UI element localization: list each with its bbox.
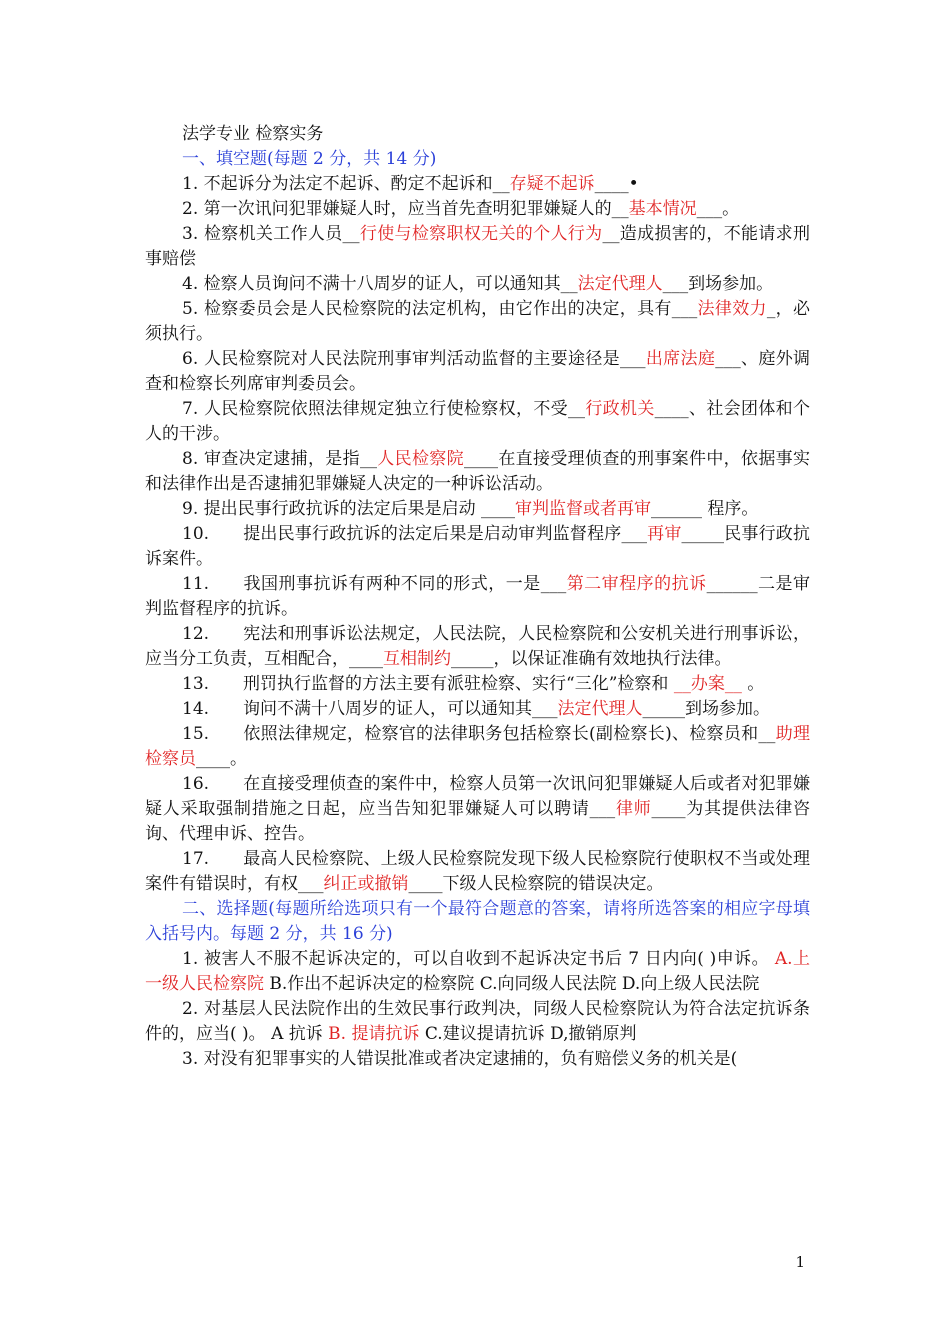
question-text-tail: __造成损害的，不能请求刑事赔偿 xyxy=(145,224,811,269)
fill-question xyxy=(145,697,810,722)
question-text-tail: ____、社会团体和个人的干涉。 xyxy=(145,399,811,444)
answer-text: 法定代理人 xyxy=(577,274,663,294)
question-text: 8. 审查决定逮捕，是指__ xyxy=(182,449,377,469)
fill-question xyxy=(145,772,810,847)
choice-question xyxy=(145,1047,810,1072)
question-text-tail: ______ 程序。 xyxy=(651,499,759,519)
answer-text: 行使与检察职权无关的个人行为 xyxy=(359,224,603,244)
question-text: 2. 对基层人民法院作出的生效民事行政判决，同级人民检察院认为符合法定抗诉条件的，应当( )。 A 抗诉 xyxy=(145,999,810,1044)
question-text: 12. 宪法和刑事诉讼法规定，人民法院，人民检察院和公安机关进行刑事诉讼，应当分工负责，互相配合，____ xyxy=(145,624,810,669)
question-text-tail: ____。 xyxy=(196,749,247,769)
fill-question xyxy=(145,397,810,447)
fill-question xyxy=(145,172,810,197)
question-text-tail: ___。 xyxy=(696,199,740,219)
fill-question xyxy=(145,572,810,622)
question-text-tail: _____到场参加。 xyxy=(642,699,771,719)
document-title: 法学专业 检察实务 xyxy=(182,124,324,144)
fill-question xyxy=(145,672,810,697)
section-2-heading: 二、选择题(每题所给选项只有一个最符合题意的答案，请将所选答案的相应字母填入括号内。每题 2 分，共 16 分) xyxy=(145,899,810,944)
question-text-tail: _____民事行政抗诉案件。 xyxy=(145,524,810,569)
question-text: 13. 刑罚执行监督的方法主要有派驻检察、实行“三化”检察和 xyxy=(182,674,674,694)
answer-text: 法律效力 xyxy=(697,299,767,319)
answer-text: A.上一级人民检察院 xyxy=(145,949,810,994)
answer-text: __办案__ xyxy=(673,674,742,694)
question-text: 7. 人民检察院依照法律规定独立行使检察权，不受__ xyxy=(182,399,585,419)
question-text: 6. 人民检察院对人民法院刑事审判活动监督的主要途径是___ xyxy=(182,349,646,369)
fill-question xyxy=(145,297,810,347)
answer-text: 存疑不起诉 xyxy=(509,174,595,194)
answer-text: 再审 xyxy=(646,524,682,544)
answer-text: 互相制约 xyxy=(383,649,451,669)
question-text: 10. 提出民事行政抗诉的法定后果是启动审判监督程序___ xyxy=(182,524,647,544)
answer-text: 行政机关 xyxy=(584,399,655,419)
choice-questions xyxy=(145,947,810,1072)
question-text: 14. 询问不满十八周岁的证人，可以通知其___ xyxy=(182,699,558,719)
fill-question xyxy=(145,522,810,572)
question-text: 2. 第一次讯问犯罪嫌疑人时，应当首先查明犯罪嫌疑人的__ xyxy=(182,199,629,219)
question-text: 16. 在直接受理侦查的案件中，检察人员第一次讯问犯罪嫌疑人后或者对犯罪嫌疑人采取强制措施之日起，应当告知犯罪嫌疑人可以聘请___ xyxy=(145,774,810,819)
question-text: 9. 提出民事行政抗诉的法定后果是启动 ____ xyxy=(182,499,516,519)
answer-text: 人民检察院 xyxy=(376,449,464,469)
fill-question xyxy=(145,847,810,897)
question-text-tail: ____为其提供法律咨询、代理申诉、控告。 xyxy=(145,799,811,844)
question-text: 15. 依照法律规定，检察官的法律职务包括检察长(副检察长)、检察员和__ xyxy=(182,724,776,744)
question-text: 5. 检察委员会是人民检察院的法定机构，由它作出的决定，具有___ xyxy=(182,299,698,319)
choice-question xyxy=(145,947,810,997)
answer-text: 基本情况 xyxy=(628,199,697,219)
question-text: 1. 被害人不服不起诉决定的，可以自收到不起诉决定书后 7 日内向( )申诉。 xyxy=(182,949,775,969)
section-1-heading: 一、填空题(每题 2 分，共 14 分) xyxy=(182,149,437,169)
answer-text: 第二审程序的抗诉 xyxy=(566,574,707,594)
fill-in-questions xyxy=(145,172,810,897)
answer-text: 审判监督或者再审 xyxy=(515,499,652,519)
question-text-tail: ___、庭外调查和检察长列席审判委员会。 xyxy=(145,349,811,394)
answer-text: 律师 xyxy=(615,799,652,819)
question-text: 1. 不起诉分为法定不起诉、酌定不起诉和__ xyxy=(182,174,510,194)
question-text-tail: B.作出不起诉决定的检察院 C.向同级人民法院 D.向上级人民法院 xyxy=(264,974,760,994)
answer-text: 出席法庭 xyxy=(645,349,716,369)
fill-question xyxy=(145,622,810,672)
fill-question xyxy=(145,197,810,222)
answer-text: 助理检察员 xyxy=(145,724,810,769)
fill-question xyxy=(145,347,810,397)
question-text-tail: ____在直接受理侦查的刑事案件中，依据事实和法律作出是否逮捕犯罪嫌疑人决定的一种诉讼活动。 xyxy=(145,449,811,494)
fill-question xyxy=(145,722,810,772)
question-text: 17. 最高人民检察院、上级人民检察院发现下级人民检察院行使职权不当或处理案件有错误时，有权___ xyxy=(145,849,810,894)
question-text-tail: ____下级人民检察院的错误决定。 xyxy=(408,874,664,894)
fill-question xyxy=(145,222,810,272)
answer-text: 纠正或撤销 xyxy=(323,874,409,894)
question-text-tail: _，必须执行。 xyxy=(145,299,811,344)
answer-text: B. 提请抗诉 xyxy=(328,1024,420,1044)
fill-question xyxy=(145,497,810,522)
question-text-tail: 。 xyxy=(741,674,765,694)
fill-question xyxy=(145,447,810,497)
answer-text: 法定代理人 xyxy=(557,699,643,719)
question-text: 11. 我国刑事抗诉有两种不同的形式，一是___ xyxy=(182,574,567,594)
question-text-tail: ______二是审判监督程序的抗诉。 xyxy=(145,574,811,619)
question-text: 3. 对没有犯罪事实的人错误批准或者决定逮捕的，负有赔偿义务的机关是( xyxy=(182,1049,738,1069)
question-text-tail: C.建议提请抗诉 D,撤销原判 xyxy=(419,1024,637,1044)
question-text: 4. 检察人员询问不满十八周岁的证人，可以通知其__ xyxy=(182,274,578,294)
page-number: 1 xyxy=(795,1253,805,1271)
choice-question xyxy=(145,997,810,1047)
fill-question xyxy=(145,272,810,297)
question-text-tail: _____，以保证准确有效地执行法律。 xyxy=(451,649,732,669)
question-text: 3. 检察机关工作人员__ xyxy=(182,224,360,244)
question-text-tail: ____• xyxy=(594,174,639,194)
question-text-tail: ___到场参加。 xyxy=(662,274,774,294)
document-body xyxy=(145,122,810,1072)
